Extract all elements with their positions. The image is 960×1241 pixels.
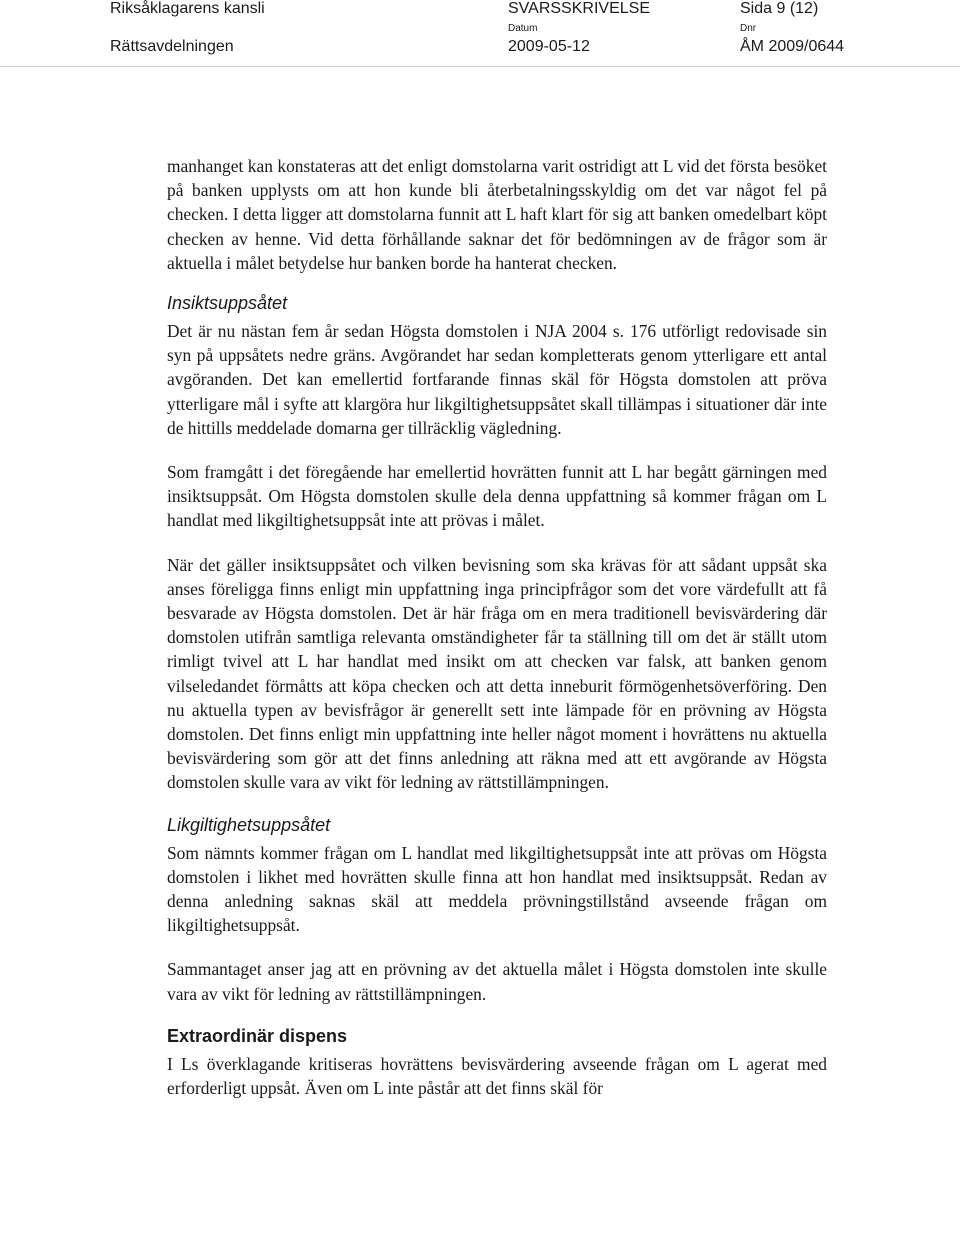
page-header — [0, 0, 960, 70]
document-type: SVARSSKRIVELSE — [508, 0, 650, 17]
section-heading-insiktsuppsatet: Insiktsuppsåtet — [167, 293, 288, 314]
document-body — [167, 154, 827, 1100]
header-divider — [0, 66, 960, 67]
date-label: Datum — [508, 23, 538, 34]
page-number: Sida 9 (12) — [740, 0, 819, 17]
paragraph: Sammantaget anser jag att en prövning av det aktuella målet i Högsta domstolen inte skulle vara av vikt för ledning av rättstillämpningen. — [167, 959, 827, 1004]
paragraph: Det är nu nästan fem år sedan Högsta domstolen i NJA 2004 s. 176 utförligt redovisade sin syn på uppsåtets nedre gräns. Avgörandet har sedan kompletterats genom ytterligare ett antal avgöranden. Det kan emellertid fortfarande finnas skäl för Högsta domstolen att pröva ytterligare mål i syfte att klargöra hur likgiltighetsuppsåtet skall tillämpas i situationer där inte de hittills meddelade domarna ger tillräcklig vägledning. — [167, 321, 827, 438]
reference-number: ÅM 2009/0644 — [740, 38, 845, 55]
department-name: Rättsavdelningen — [110, 38, 234, 55]
organization-name: Riksåklagarens kansli — [110, 0, 265, 17]
paragraph: manhanget kan konstateras att det enligt domstolarna varit ostridigt att L vid det första besöket på banken upplysts om att hon kunde bli återbetalningsskyldig om det var något fel på checken. I detta ligger att domstolarna funnit att L haft klart för sig att banken omedelbart köpt checken av henne. Vid detta förhållande saknar det för bedömningen av de frågor som är aktuella i målet betydelse hur banken borde ha hanterat checken. — [167, 156, 827, 273]
reference-label: Dnr — [740, 23, 757, 34]
paragraph: När det gäller insiktsuppsåtet och vilken bevisning som ska krävas för att sådant uppsåt ska anses föreligga finns enligt min uppfattning inga principfrågor som det vore värdefullt att få besvarade av Högsta domstolen. Det är här fråga om en mera traditionell bevisvärdering där domstolen utifrån samtliga relevanta omständigheter får ta ställning till om det är ställt utom rimligt tvivel att L har handlat med insikt om att checken var falsk, att banken genom vilseledandet förmåtts att köpa checken och att detta inneburit förmögenhetsöverföring. Den nu aktuella typen av bevisfrågor är generellt sett inte lämpade för en prövning av Högsta domstolen. Det finns enligt min uppfattning inte heller något moment i hovrättens nu aktuella bevisvärdering som gör att det finns anledning att räkna med att ett avgörande av Högsta domstolen skulle vara av vikt för ledning av rättstillämpningen. — [167, 554, 827, 793]
paragraph: Som framgått i det föregående har emellertid hovrätten funnit att L har begått gärningen med insiktsuppsåt. Om Högsta domstolen skulle dela denna uppfattning så kommer frågan om L handlat med likgiltighetsuppsåt inte att prövas i målet. — [167, 462, 827, 531]
paragraph: I Ls överklagande kritiseras hovrättens bevisvärdering avseende frågan om L agerat med erforderligt uppsåt. Även om L inte påstår att det finns skäl för — [167, 1053, 827, 1099]
paragraph: Som nämnts kommer frågan om L handlat med likgiltighetsuppsåt inte att prövas om Högsta domstolen i likhet med hovrätten skulle finna att hon handlat med insiktsuppsåt. Redan av denna anledning saknas skäl att meddela prövningstillstånd avseende frågan om likgiltighetsuppsåt. — [167, 842, 827, 936]
date-value: 2009-05-12 — [508, 38, 590, 55]
section-heading-likgiltighetsuppsatet: Likgiltighetsuppsåtet — [167, 814, 331, 835]
section-heading-extraordinar-dispens: Extraordinär dispens — [167, 1025, 348, 1046]
